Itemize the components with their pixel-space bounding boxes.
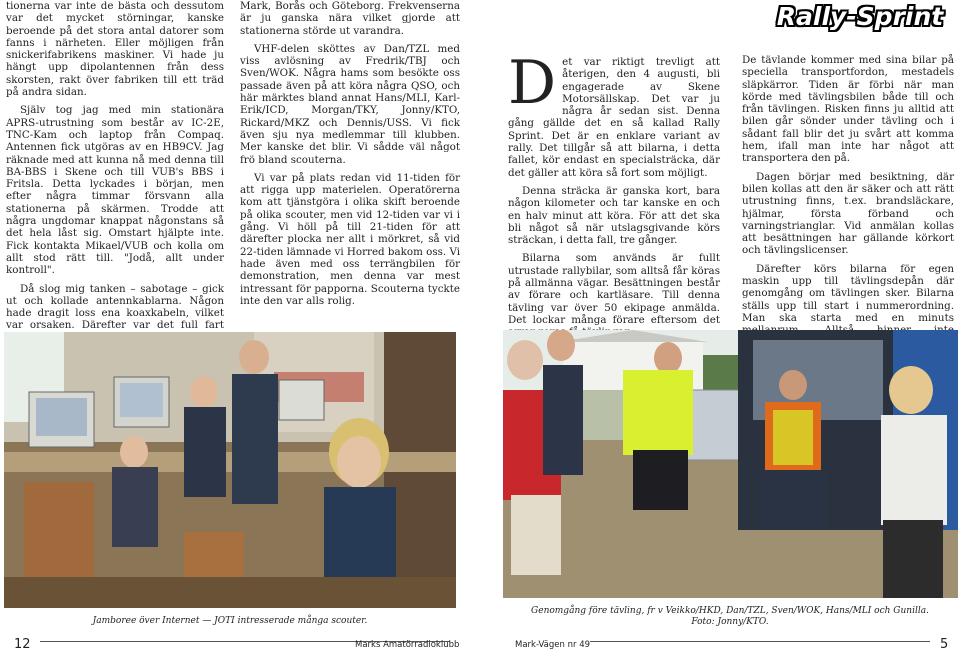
lead-text: et var riktigt trevligt att återigen, den 4 augusti, bli engagerade av Skene Motorsällskap. Det var ju några år sedan sist. Denna gång gällde det en så kallad Rally Sprint. Det är en enklare variant av rally. Det tillgår så att bilarna, i detta fallet, kör endast en specialsträcka, där det gäller att köra så fort som möjligt.: [508, 56, 720, 179]
caption-right: [530, 606, 930, 628]
paragraph: Då slog mig tanken – sabotage – gick ut och kollade antennkablarna. Någon hade dragit loss ena koaxkabeln, vilket var orsaken. Därefter var det full fart: [6, 282, 224, 332]
footer-club-name: Marks Amatörradioklubb: [355, 640, 460, 650]
caption-right-line1: Genomgång före tävling, fr v Veikko/HKD, Dan/TZL, Sven/WOK, Hans/MLI och Gunilla.: [531, 606, 929, 616]
paragraph: Dagen börjar med besiktning, där bilen kollas att den är säker och att rätt utrustning finns, t.ex. brandsläckare, hjälmar, första förband och varningstrianglar. Vid anmälan kollas att besättningen har gällande körkort och tävlingslicenser.: [742, 170, 954, 257]
paragraph: tionerna var inte de bästa och dessutom var det mycket störningar, kanske beroende på det stora antal datorer som fanns i närheten. Eller möjligen från snickerifabrikens maskiner. Vi hade ju hängt upp dipolantennen från dess skorsten, rakt över fabriken till ett träd på andra sidan.: [6, 0, 224, 99]
page-number-right: 5: [940, 637, 949, 652]
article-title: Rally-Sprint: [776, 2, 944, 31]
caption-right-credit: Foto: Jonny/KTO.: [691, 617, 769, 627]
footer-rule-right: [590, 641, 930, 642]
caption-left: Jamboree över Internet — JOTI intresserade många scouter.: [92, 616, 368, 626]
column-4: [742, 54, 954, 367]
paragraph: De tävlande kommer med sina bilar på speciella transportfordon, mestadels släpkärror. Tiden är förbi när man körde med tävlingsbilen både till och från tävlingen. Risken finns ju alltid att bilen går sönder under tävling och i sådant fall blir det ju svårt att komma hem, ifall man inte har något att transportera den på.: [742, 54, 954, 165]
paragraph: Mark, Borås och Göteborg. Frekvenserna är ju ganska nära vilket gjorde att stationerna störde ut varandra.: [240, 0, 460, 37]
paragraph: Själv tog jag med min stationära APRS-utrustning som består av IC-2E, TNC-Kam och laptop från Compaq. Antennen fick utgöras av en HB9CV. Jag räknade med att kunna nå med denna till BA-BBS i Skene och till VUB's BBS i Fritsla. Detta lyckades i början, men efter några timmar försvann alla stationerna på skärmen. Trodde att några ungdomar knappat någonstans så det hela låst sig. Omstart hjälpte inte. Fick kontakta Mikael/VUB och kolla om allt stod rätt till. "Jodå, allt under kontroll".: [6, 104, 224, 277]
photo-rally-briefing: [503, 330, 958, 598]
footer-magazine-issue: Mark-Vägen nr 49: [515, 640, 591, 650]
paragraph: Därefter körs bilarna för egen maskin upp till tävlingsdepån där genomgång om tävlingen sker. Bilarna ställs upp till start i nummerordning. Man ska starta med en minuts: [742, 262, 954, 324]
column-1: [6, 0, 224, 362]
column-2: [240, 0, 460, 313]
paragraph: Denna sträcka är ganska kort, bara någon kilometer och tar kanske en och en halv minut att köra. För att det ska bli något så när utslagsgivande körs sträckan, i detta fall, tre gånger.: [508, 184, 720, 247]
photo-scouts-illustration: [4, 332, 456, 608]
paragraph: VHF-delen sköttes av Dan/TZL med viss avlösning av Fredrik/TBJ och Sven/WOK. Några hams som besökte oss passade även på att köra några QSO, och här märktes bland annat Hans/MLI, Karl-Erik/ICD, Morgan/TKY, Jonny/KTO, Rickard/MKZ och Dennis/USS. Vi fick även sju nya medlemmar till klubben. Mer kanske det blir. Vi sådde väl något frö bland scouterna.: [240, 42, 460, 166]
column-3: [508, 48, 720, 345]
photo-rally-illustration: [503, 330, 958, 598]
paragraph: Bilarna som används är fullt utrustade rallybilar, som alltså får köras på allmänna vägar. Besättningen består av förare och kartläsare. Till denna tävling var över 50 ekipage anmälda. Det lockar många förare eftersom det: [508, 252, 720, 326]
page-number-left: 12: [14, 637, 31, 652]
lead-paragraph: [508, 48, 720, 179]
paragraph: Vi var på plats redan vid 11-tiden för att rigga upp materielen. Operatörerna kom att tjänstgöra i olika skift beroende på olika scouter, men vid 12-tiden var vi i gång. Vi höll på till 21-tiden för att därefter plocka ner allt i mörkret, så vid 22-tiden lämnade vi Horred bakom oss. Vi hade även med oss terrängbilen för demonstration, men denna var mest intressant för papporna. Scouterna tyckte inte den var alls rolig.: [240, 171, 460, 307]
drop-cap: D: [508, 48, 557, 118]
photo-scouts-computers: [4, 332, 456, 608]
